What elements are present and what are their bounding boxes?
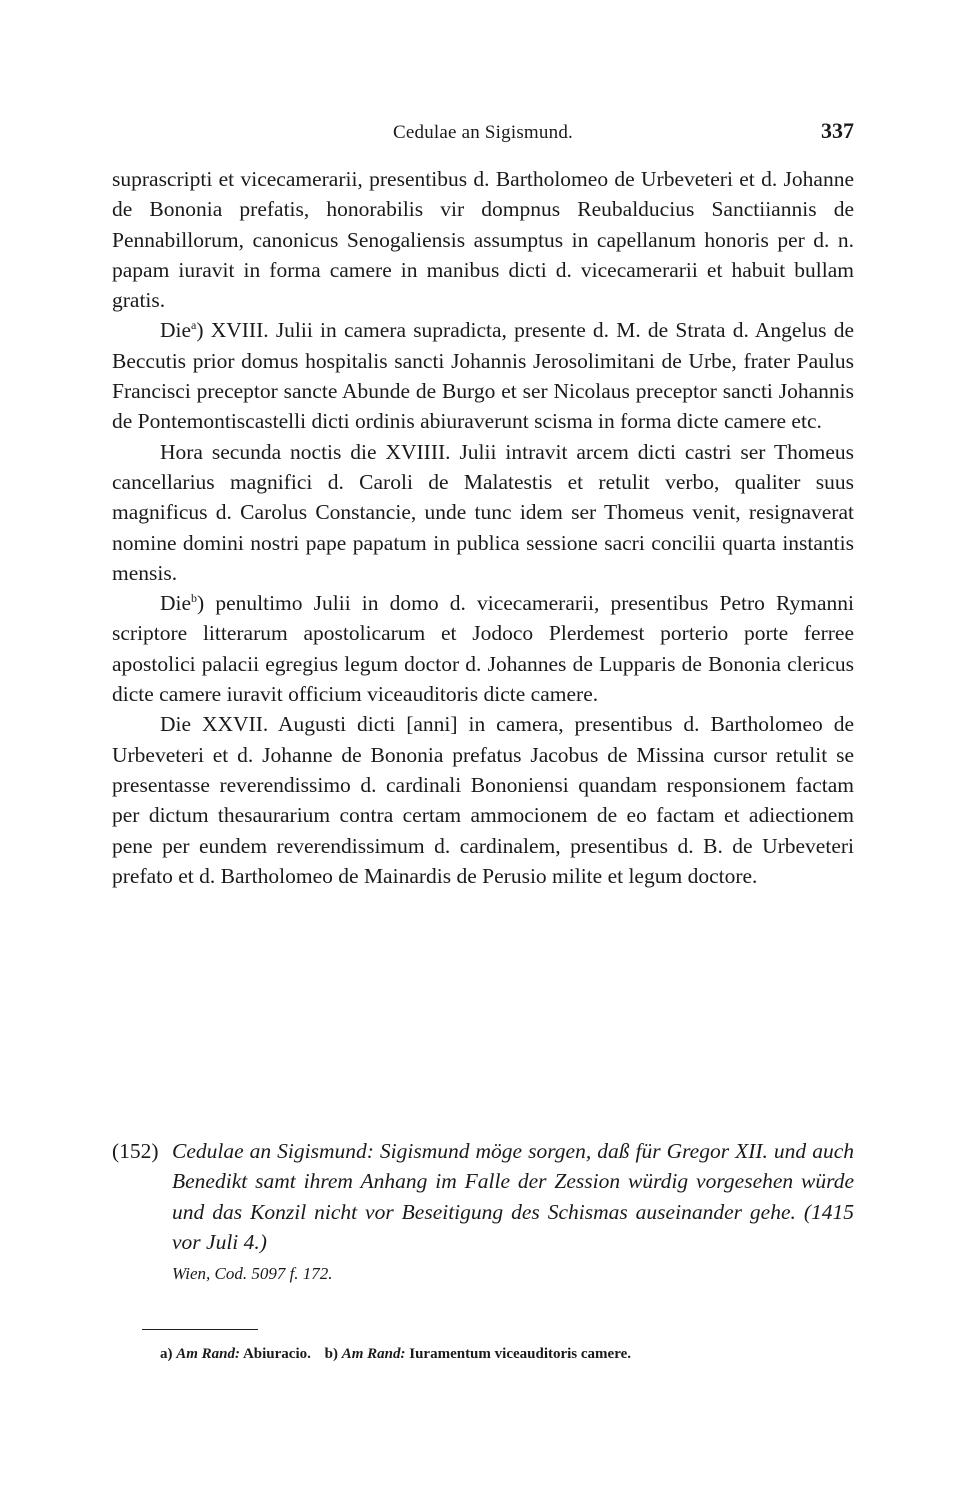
paragraph-lead: Die bbox=[160, 318, 192, 343]
footnotes bbox=[160, 1346, 641, 1363]
document-entry bbox=[112, 1136, 854, 1289]
footnote-mark: b) bbox=[324, 1346, 338, 1362]
running-head bbox=[112, 118, 854, 148]
running-title: Cedulae an Sigismund. bbox=[393, 122, 573, 143]
paragraph bbox=[112, 709, 854, 891]
entry-source: Wien, Cod. 5097 f. 172. bbox=[172, 1264, 333, 1284]
paragraph-lead: Die bbox=[160, 591, 192, 616]
footnote bbox=[325, 1346, 631, 1362]
entry-summary: Cedulae an Sigismund: Sigismund möge sorgen, daß für Gregor XII. und auch Benedikt samt ihrem Anhang im Falle der Zession würdig vorgesehen würde und das Konzil nicht vor Beseitigung des Schismas auseinander gehe. (1415 vor Juli 4.) bbox=[172, 1139, 854, 1254]
footnote-mark: a) bbox=[160, 1346, 173, 1362]
paragraph bbox=[112, 164, 854, 315]
footnote-label: Am Rand: bbox=[176, 1346, 241, 1362]
footnote-text: Iuramentum viceauditoris camere. bbox=[409, 1346, 631, 1362]
paragraph bbox=[112, 437, 854, 588]
paragraph-text: ) penultimo Julii in domo d. vicecamerarii, presentibus Petro Rymanni scriptore litterarum apostolicarum et Jodoco Plerdemest porterio porte ferree apostolici palacii egregius legum doctor d. Johannes de Lupparis de Bononia clericus dicte camere iuravit officium viceauditoris dicte camere. bbox=[112, 591, 854, 707]
paragraph bbox=[112, 588, 854, 709]
paragraph-text: Hora secunda noctis die XVIIII. Julii intravit arcem dicti castri ser Thomeus cancellarius magnifici d. Caroli de Malatestis et retulit verbo, qualiter suus magnificus d. Carolus Constancie, unde tunc idem ser Thomeus venit, resignaverat nomine domini nostri pape papatum in publica sessione sacri concilii quarta instantis mensis. bbox=[112, 439, 854, 585]
footnote-divider bbox=[142, 1329, 258, 1330]
footnote bbox=[160, 1346, 315, 1362]
page-number: 337 bbox=[821, 118, 854, 143]
paragraph-text: Die XXVII. Augusti dicti [anni] in camera, presentibus d. Bartholomeo de Urbeveteri et d. Johanne de Bononia prefatus Jacobus de Missina cursor retulit se presentasse reverendissimo d. cardinali Bononiensi quandam responsionem factam per dictum thesaurarium contra certam ammocionem de eo factam et adiectionem pene per eundem reverendissimum d. cardinalem, presentibus d. B. de Urbeveteri prefato et d. Bartholomeo de Mainardis de Perusio milite et legum doctore. bbox=[112, 712, 854, 888]
paragraph-text: ) XVIII. Julii in camera supradicta, presente d. M. de Strata d. Angelus de Beccutis prior domus hospitalis sancti Johannis Jerosolimitani de Urbe, frater Paulus Francisci preceptor sancte Abunde de Burgo et ser Nicolaus preceptor sancti Johannis de Pontemontiscastelli dicti ordinis abiuraverunt scisma in forma dicte camere etc. bbox=[112, 318, 854, 434]
footnote-label: Am Rand: bbox=[341, 1346, 406, 1362]
entry-number: (152) bbox=[112, 1139, 159, 1163]
footnote-mark: b bbox=[191, 591, 198, 605]
paragraph bbox=[112, 315, 854, 436]
footnote-mark: a bbox=[191, 318, 197, 333]
body-text bbox=[112, 164, 854, 891]
paragraph-text: suprascripti et vicecamerarii, presentibus d. Bartholomeo de Urbeveteri et d. Johanne de Bononia prefatis, honorabilis vir dompnus Reubalducius Sanctiiannis de Pennabillorum, canonicus Senogaliensis assumptus in capellanum honoris per d. n. papam iuravit in forma camere in manibus dicti d. vicecamerarii et habuit bullam gratis. bbox=[112, 167, 854, 313]
footnote-text: Abiuracio. bbox=[242, 1346, 311, 1362]
